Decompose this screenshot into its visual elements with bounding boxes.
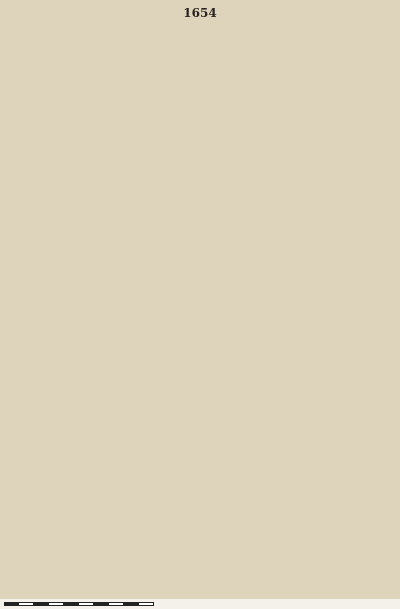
left-column — [8, 22, 195, 600]
scale-bar — [4, 602, 154, 606]
scan-color-strip — [0, 599, 400, 609]
right-column — [205, 22, 392, 600]
text-columns — [8, 22, 392, 600]
page-number: 1654 — [183, 6, 217, 20]
